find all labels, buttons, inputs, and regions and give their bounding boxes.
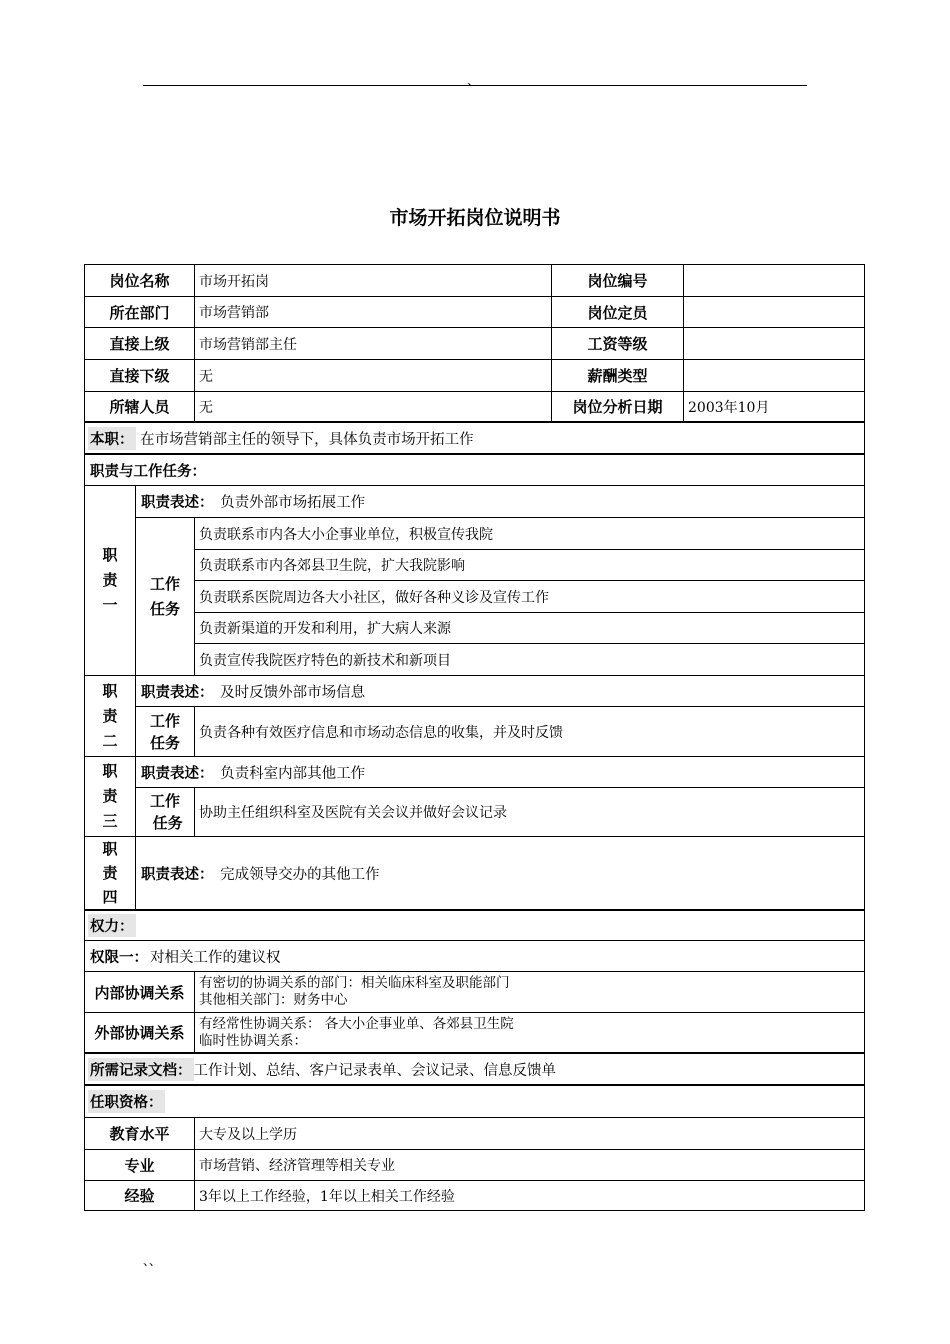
pay-type-label: 薪酬类型 bbox=[552, 360, 684, 392]
post-no-label: 岗位编号 bbox=[552, 265, 684, 297]
duty-2-task-1: 负责各种有效医疗信息和市场动态信息的收集，并及时反馈 bbox=[195, 707, 864, 757]
duties-heading bbox=[85, 455, 864, 486]
education-label: 教育水平 bbox=[85, 1118, 195, 1150]
duty-1-task-4: 负责新渠道的开发和利用，扩大病人来源 bbox=[195, 613, 864, 644]
duty-2-statement-label: 职责表述： bbox=[141, 684, 214, 701]
duty-4-name: 职 责 四 bbox=[85, 837, 136, 911]
education-value: 大专及以上学历 bbox=[195, 1118, 864, 1150]
duty-3-statement-row bbox=[136, 757, 864, 788]
wage-label: 工资等级 bbox=[552, 328, 684, 360]
dept-value: 市场营销部 bbox=[195, 297, 552, 328]
duty-summary-row bbox=[85, 423, 864, 455]
major-label: 专业 bbox=[85, 1150, 195, 1181]
duty-summary-text: 在市场营销部主任的领导下，具体负责市场开拓工作 bbox=[140, 431, 474, 448]
duty-2-task-label: 工作 任务 bbox=[136, 707, 195, 757]
dept-label: 所在部门 bbox=[85, 297, 195, 328]
major-value: 市场营销、经济管理等相关专业 bbox=[195, 1150, 864, 1181]
analysis-date-value: 2003年10月 bbox=[684, 392, 864, 423]
document-title: 市场开拓岗位说明书 bbox=[389, 207, 561, 229]
internal-line-2: 其他相关部门：财务中心 bbox=[199, 992, 348, 1008]
footer-mark: 、、 bbox=[143, 1254, 162, 1268]
duty-1-task-2: 负责联系市内各郊县卫生院，扩大我院影响 bbox=[195, 550, 864, 581]
duty-2-name: 职 责 二 bbox=[85, 676, 136, 757]
records-label: 所需记录文档： bbox=[88, 1058, 194, 1081]
job-description-table bbox=[84, 264, 865, 1211]
post-name-value: 市场开拓岗 bbox=[195, 265, 552, 297]
internal-line-1: 有密切的协调关系的部门：相关临床科室及职能部门 bbox=[199, 975, 510, 991]
qualification-heading bbox=[85, 1086, 864, 1118]
subordinate-label: 直接下级 bbox=[85, 360, 195, 392]
duty-3-name: 职 责 三 bbox=[85, 757, 136, 837]
duty-3-task-label: 工作 任务 bbox=[136, 788, 195, 837]
duty-1-task-3: 负责联系医院周边各大小社区，做好各种义诊及宣传工作 bbox=[195, 581, 864, 613]
experience-label: 经验 bbox=[85, 1181, 195, 1210]
header-mark: 、 bbox=[467, 74, 481, 89]
superior-value: 市场营销部主任 bbox=[195, 328, 552, 360]
duty-4-statement: 完成领导交办的其他工作 bbox=[220, 866, 380, 883]
duty-3-task-1: 协助主任组织科室及医院有关会议并做好会议记录 bbox=[195, 788, 864, 837]
duty-1-statement: 负责外部市场拓展工作 bbox=[220, 495, 366, 511]
wage-value bbox=[684, 328, 864, 360]
external-coordination-value bbox=[195, 1013, 864, 1054]
subordinate-value: 无 bbox=[195, 360, 552, 392]
duty-3-statement-label: 职责表述： bbox=[141, 765, 214, 782]
duty-1-task-label: 工作 任务 bbox=[136, 518, 195, 676]
duty-4-statement-row bbox=[136, 837, 864, 911]
duty-1-statement-label: 职责表述： bbox=[141, 495, 214, 511]
authority-label: 权限一： bbox=[90, 949, 148, 966]
internal-coordination-label: 内部协调关系 bbox=[85, 972, 195, 1013]
duties-heading-text: 职责与工作任务： bbox=[90, 463, 206, 480]
duty-4-statement-label: 职责表述： bbox=[141, 866, 214, 883]
records-row bbox=[85, 1054, 864, 1086]
quota-value bbox=[684, 297, 864, 328]
superior-label: 直接上级 bbox=[85, 328, 195, 360]
external-coordination-label: 外部协调关系 bbox=[85, 1013, 195, 1054]
duty-1-task-1: 负责联系市内各大小企事业单位，积极宣传我院 bbox=[195, 518, 864, 550]
quota-label: 岗位定员 bbox=[552, 297, 684, 328]
post-name-label: 岗位名称 bbox=[85, 265, 195, 297]
qualification-heading-text: 任职资格： bbox=[88, 1090, 165, 1113]
authority-heading bbox=[85, 911, 864, 941]
pay-type-value bbox=[684, 360, 864, 392]
duty-1-statement-row bbox=[136, 486, 864, 518]
external-line-1: 有经常性协调关系： 各大小企事业单、各郊县卫生院 bbox=[199, 1015, 514, 1032]
external-line-2: 临时性协调关系： bbox=[199, 1032, 307, 1049]
header-rule bbox=[143, 85, 807, 86]
duty-2-statement: 及时反馈外部市场信息 bbox=[220, 684, 366, 701]
staff-label: 所辖人员 bbox=[85, 392, 195, 423]
records-text: 工作计划、总结、客户记录表单、会议记录、信息反馈单 bbox=[193, 1062, 556, 1079]
staff-value: 无 bbox=[195, 392, 552, 423]
post-no-value bbox=[684, 265, 864, 297]
duty-2-statement-row bbox=[136, 676, 864, 707]
duty-3-statement: 负责科室内部其他工作 bbox=[220, 765, 366, 782]
experience-value: 3年以上工作经验，1年以上相关工作经验 bbox=[199, 1188, 455, 1205]
duty-1-task-5: 负责宣传我院医疗特色的新技术和新项目 bbox=[195, 644, 864, 676]
duty-1-name: 职 责 一 bbox=[85, 486, 136, 676]
analysis-date-label: 岗位分析日期 bbox=[552, 392, 684, 423]
authority-text: 对相关工作的建议权 bbox=[150, 949, 281, 966]
duty-summary-label: 本职： bbox=[88, 427, 136, 450]
internal-coordination-value bbox=[195, 972, 864, 1013]
authority-heading-text: 权力： bbox=[88, 914, 136, 937]
authority-row bbox=[85, 941, 864, 972]
